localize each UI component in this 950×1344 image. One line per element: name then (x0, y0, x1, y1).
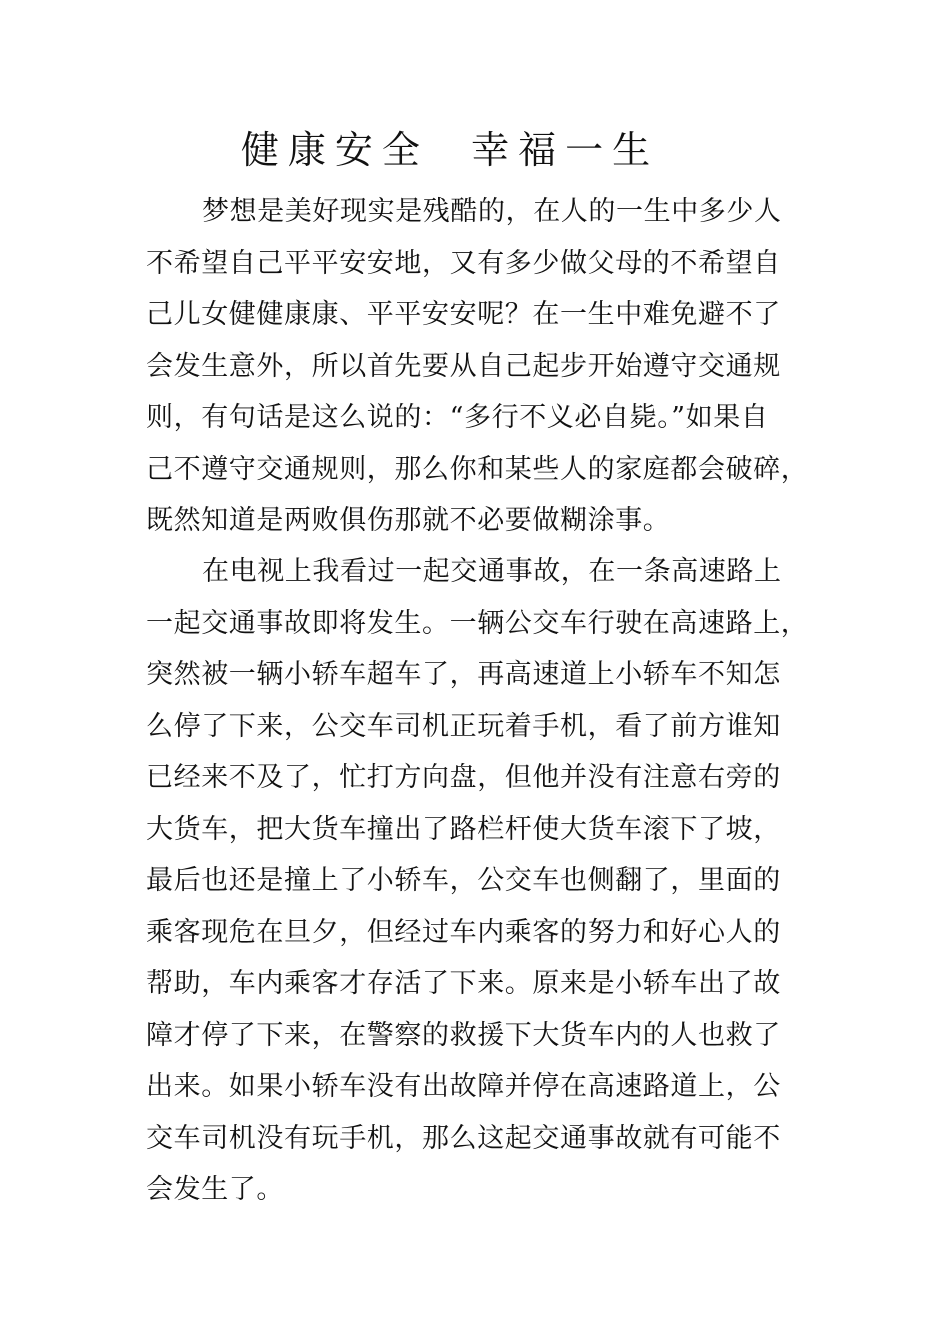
paragraph-line: 已经来不及了，忙打方向盘，但他并没有注意右旁的 (146, 762, 781, 793)
paragraph-line: 乘客现危在旦夕，但经过车内乘客的努力和好心人的 (146, 916, 781, 948)
document-title: 健康安全 幸福一生 (240, 128, 660, 172)
paragraph-2 (146, 546, 846, 1216)
paragraph-line: 最后也还是撞上了小轿车，公交车也侧翻了，里面的 (146, 865, 781, 896)
paragraph-line: 大货车，把大货车撞出了路栏杆使大货车滚下了坡， (146, 813, 781, 845)
paragraph-line: 一起交通事故即将发生。一辆公交车行驶在高速路上， (146, 607, 809, 639)
paragraph-line: 不希望自己平平安安地，又有多少做父母的不希望自 (146, 247, 781, 279)
paragraph-line: 突然被一辆小轿车超车了，再高速道上小轿车不知怎 (146, 659, 781, 690)
paragraph-1 (146, 186, 846, 547)
paragraph-line: 己儿女健健康康、平平安安呢？在一生中难免避不了 (146, 299, 781, 330)
paragraph-line: 帮助，车内乘客才存活了下来。原来是小轿车出了故 (146, 968, 781, 999)
paragraph-line: 在电视上我看过一起交通事故，在一条高速路上 (202, 556, 782, 587)
paragraph-line: 会发生意外，所以首先要从自己起步开始遵守交通规 (146, 350, 781, 382)
paragraph-line: 会发生了。 (146, 1174, 284, 1205)
paragraph-line: 么停了下来，公交车司机正玩着手机，看了前方谁知 (146, 710, 781, 742)
paragraph-line: 既然知道是两败俱伤那就不必要做糊涂事。 (146, 505, 671, 536)
paragraph-line: 则，有句话是这么说的：“多行不义必自毙。”如果自 (146, 402, 769, 433)
paragraph-line: 出来。如果小轿车没有出故障并停在高速路道上，公 (146, 1071, 781, 1102)
paragraph-line: 梦想是美好现实是残酷的，在人的一生中多少人 (202, 196, 782, 227)
paragraph-line: 己不遵守交通规则，那么你和某些人的家庭都会破碎， (146, 453, 809, 485)
paragraph-line: 障才停了下来，在警察的救援下大货车内的人也救了 (146, 1019, 781, 1051)
paragraph-line: 交车司机没有玩手机，那么这起交通事故就有可能不 (146, 1122, 781, 1154)
